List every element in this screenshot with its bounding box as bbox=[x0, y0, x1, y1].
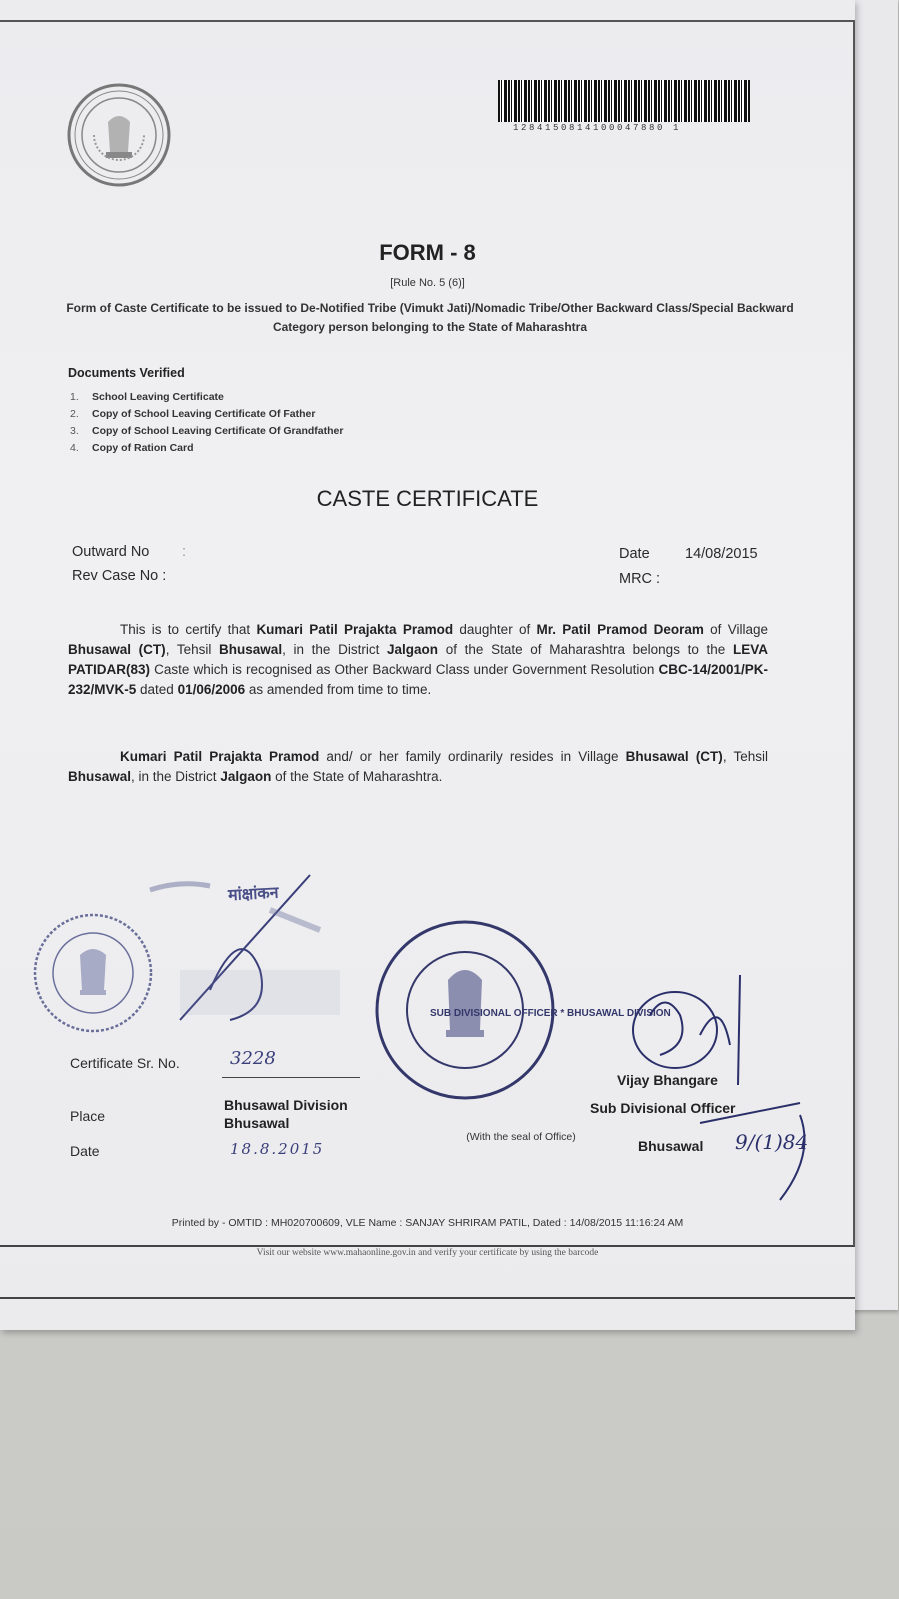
certificate-sr-value: 3228 bbox=[230, 1048, 276, 1069]
officer-place: Bhusawal bbox=[638, 1138, 704, 1154]
form-title: FORM - 8 bbox=[379, 240, 476, 265]
place-value: Bhusawal Division Bhusawal bbox=[224, 1097, 348, 1131]
seal-note: (With the seal of Office) bbox=[466, 1131, 576, 1143]
document-item: 2. Copy of School Leaving Certificate Of Father bbox=[70, 408, 316, 420]
place-label: Place bbox=[70, 1108, 106, 1124]
officer-signature bbox=[620, 975, 830, 1205]
documents-list bbox=[70, 389, 343, 457]
bottom-date-label: Date bbox=[70, 1143, 100, 1159]
residence-paragraph: Kumari Patil Prajakta Pramod and/ or her family ordinarily resides in Village Bhusawal (CT), Tehsil Bhusawal, in the District Jalgaon of the State of Maharashtra. bbox=[68, 749, 768, 784]
certificate-sr-label: Certificate Sr. No. bbox=[70, 1055, 180, 1071]
bottom-date-value: 18.8.2015 bbox=[230, 1140, 325, 1158]
date-label: Date bbox=[619, 546, 650, 562]
sr-underline bbox=[222, 1077, 360, 1078]
form-description: Form of Caste Certificate to be issued to De-Notified Tribe (Vimukt Jati)/Nomadic Tribe/Other Backward Class/Special Backward Category person belonging to the State of Maharashtra bbox=[66, 301, 794, 334]
document-item: 1. School Leaving Certificate bbox=[70, 391, 224, 403]
pen-strokes bbox=[140, 870, 380, 1050]
seal-ring-text-visible: SUB DIVISIONAL OFFICER * BHUSAWAL DIVISION bbox=[430, 1008, 671, 1019]
page-divider bbox=[0, 1297, 855, 1299]
certification-paragraph: This is to certify that Kumari Patil Prajakta Pramod daughter of Mr. Patil Pramod Deoram of Village Bhusawal (CT), Tehsil Bhusawal, in the District Jalgaon of the State of Maharashtra belongs to the LEVA PATIDAR(83) Caste which is recognised as Other Backward Class under Government Resolution CBC-14/2001/PK-232/MVK-5 dated 01/06/2006 as amended from time to time. bbox=[68, 622, 768, 697]
printed-by-line: Printed by - OMTID : MH020700609, VLE Name : SANJAY SHRIRAM PATIL, Dated : 14/08/2015 11:16:24 AM bbox=[171, 1217, 684, 1229]
officer-name: Vijay Bhangare bbox=[617, 1072, 718, 1088]
mrc-label: MRC : bbox=[619, 571, 661, 587]
date-value: 14/08/2015 bbox=[685, 546, 758, 562]
documents-heading: Documents Verified bbox=[68, 366, 185, 380]
certificate-title: CASTE CERTIFICATE bbox=[316, 486, 539, 511]
rule-number: [Rule No. 5 (6)] bbox=[390, 277, 465, 289]
barcode bbox=[498, 80, 750, 122]
document-item: 4. Copy of Ration Card bbox=[70, 442, 194, 454]
outward-no-label: Outward No bbox=[72, 544, 150, 560]
document-item: 3. Copy of School Leaving Certificate Of Grandfather bbox=[70, 425, 344, 437]
maharashtra-emblem-seal bbox=[66, 82, 172, 188]
barcode-number: 1284150814100047880 1 bbox=[513, 123, 682, 133]
office-round-stamp bbox=[30, 910, 156, 1036]
rev-case-label: Rev Case No : bbox=[72, 568, 167, 584]
verify-website-note: Visit our website www.mahaonline.gov.in and verify your certificate by using the barcode bbox=[256, 1248, 599, 1258]
handwritten-marathi-stamp: मांक्षांकन bbox=[227, 882, 279, 905]
officer-title: Sub Divisional Officer bbox=[590, 1100, 736, 1116]
officer-handwritten-date: 9/(1)84 bbox=[735, 1130, 809, 1154]
outward-no-colon: : bbox=[182, 544, 187, 560]
